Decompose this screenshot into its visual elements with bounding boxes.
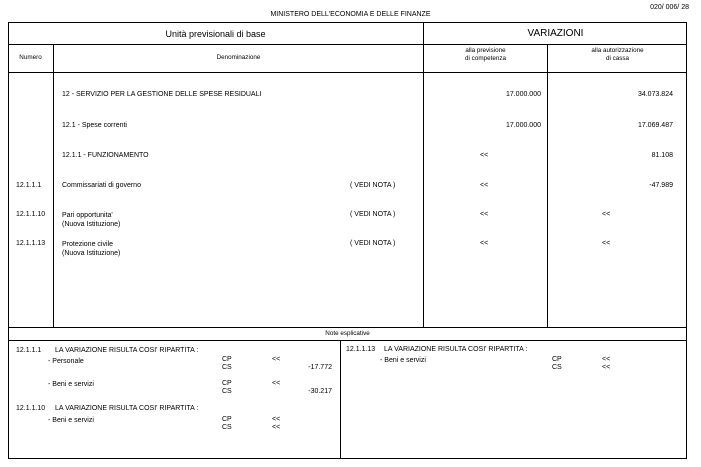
section-header-variazioni: VARIAZIONI	[527, 28, 584, 39]
table-row-cassa: <<	[602, 240, 611, 247]
table-row-competenza: <<	[480, 211, 489, 218]
column-header-denominazione: Denominazione	[216, 54, 261, 61]
table-row-competenza: <<	[480, 152, 489, 159]
table-row-cassa: -47.989	[649, 182, 673, 189]
note-cp-label: CP	[222, 380, 232, 387]
table-row-cassa: 17.069.487	[637, 122, 673, 129]
note-cs-label: CS	[552, 364, 562, 371]
note-code: 12.1.1.13	[346, 346, 376, 353]
note-cs-value: <<	[272, 424, 281, 431]
table-row-nota: ( VEDI NOTA )	[350, 211, 396, 218]
note-item-label: - Beni e servizi	[48, 381, 94, 388]
table-row-competenza: 17.000.000	[505, 122, 541, 129]
table-row-denominazione: 12.1 - Spese correnti	[62, 122, 127, 129]
table-row-cassa: 81.108	[651, 152, 673, 159]
table-row-nota: ( VEDI NOTA )	[350, 240, 396, 247]
table-row-competenza: 17.000.000	[505, 91, 541, 98]
note-cp-label: CP	[222, 356, 232, 363]
table-row-numero: 12.1.1.1	[16, 182, 42, 189]
note-code: 12.1.1.10	[16, 405, 46, 412]
note-cp-value: <<	[272, 356, 281, 363]
note-heading: LA VARIAZIONE RISULTA COSI' RIPARTITA :	[55, 405, 199, 412]
note-cs-label: CS	[222, 364, 232, 371]
table-row-competenza: <<	[480, 240, 489, 247]
section-header-upb: Unità previsionali di base	[165, 29, 266, 39]
note-heading: LA VARIAZIONE RISULTA COSI' RIPARTITA :	[55, 347, 199, 354]
note-item-label: - Beni e servizi	[380, 357, 426, 364]
table-row-cassa: 34.073.824	[637, 91, 673, 98]
note-cp-label: CP	[552, 356, 562, 363]
table-row-denominazione: 12 - SERVIZIO PER LA GESTIONE DELLE SPESE RESIDUALI	[62, 91, 262, 98]
note-heading: LA VARIAZIONE RISULTA COSI' RIPARTITA :	[384, 346, 528, 353]
column-header-competenza: alla previsione di competenza	[465, 47, 506, 62]
notes-title: Note esplicative	[325, 330, 370, 337]
column-header-numero: Numero	[19, 54, 42, 61]
note-item-label: - Personale	[48, 358, 84, 365]
note-cs-value: -17.772	[308, 364, 332, 371]
table-row-competenza: <<	[480, 182, 489, 189]
column-header-cassa: alla autorizzazione di cassa	[591, 47, 644, 62]
note-cp-value: <<	[272, 380, 281, 387]
note-cs-label: CS	[222, 388, 232, 395]
note-item-label: - Beni e servizi	[48, 417, 94, 424]
note-cp-value: <<	[602, 356, 611, 363]
note-cs-label: CS	[222, 424, 232, 431]
ministry-title: MINISTERO DELL'ECONOMIA E DELLE FINANZE	[270, 11, 431, 18]
note-code: 12.1.1.1	[16, 347, 42, 354]
page-reference: 020/ 006/ 28	[650, 4, 689, 11]
table-row-denominazione: 12.1.1 - FUNZIONAMENTO	[62, 152, 149, 159]
table-row-numero: 12.1.1.10	[16, 211, 46, 218]
table-row-nota: ( VEDI NOTA )	[350, 182, 396, 189]
table-row-numero: 12.1.1.13	[16, 240, 46, 247]
note-cs-value: <<	[602, 364, 611, 371]
table-row-denominazione: Protezione civile (Nuova Istituzione)	[62, 241, 121, 257]
table-row-denominazione: Commissariati di governo	[62, 182, 141, 189]
note-cp-value: <<	[272, 416, 281, 423]
note-cp-label: CP	[222, 416, 232, 423]
table-row-cassa: <<	[602, 211, 611, 218]
note-cs-value: -30.217	[308, 388, 332, 395]
table-row-denominazione: Pari opportunita' (Nuova Istituzione)	[62, 212, 121, 228]
